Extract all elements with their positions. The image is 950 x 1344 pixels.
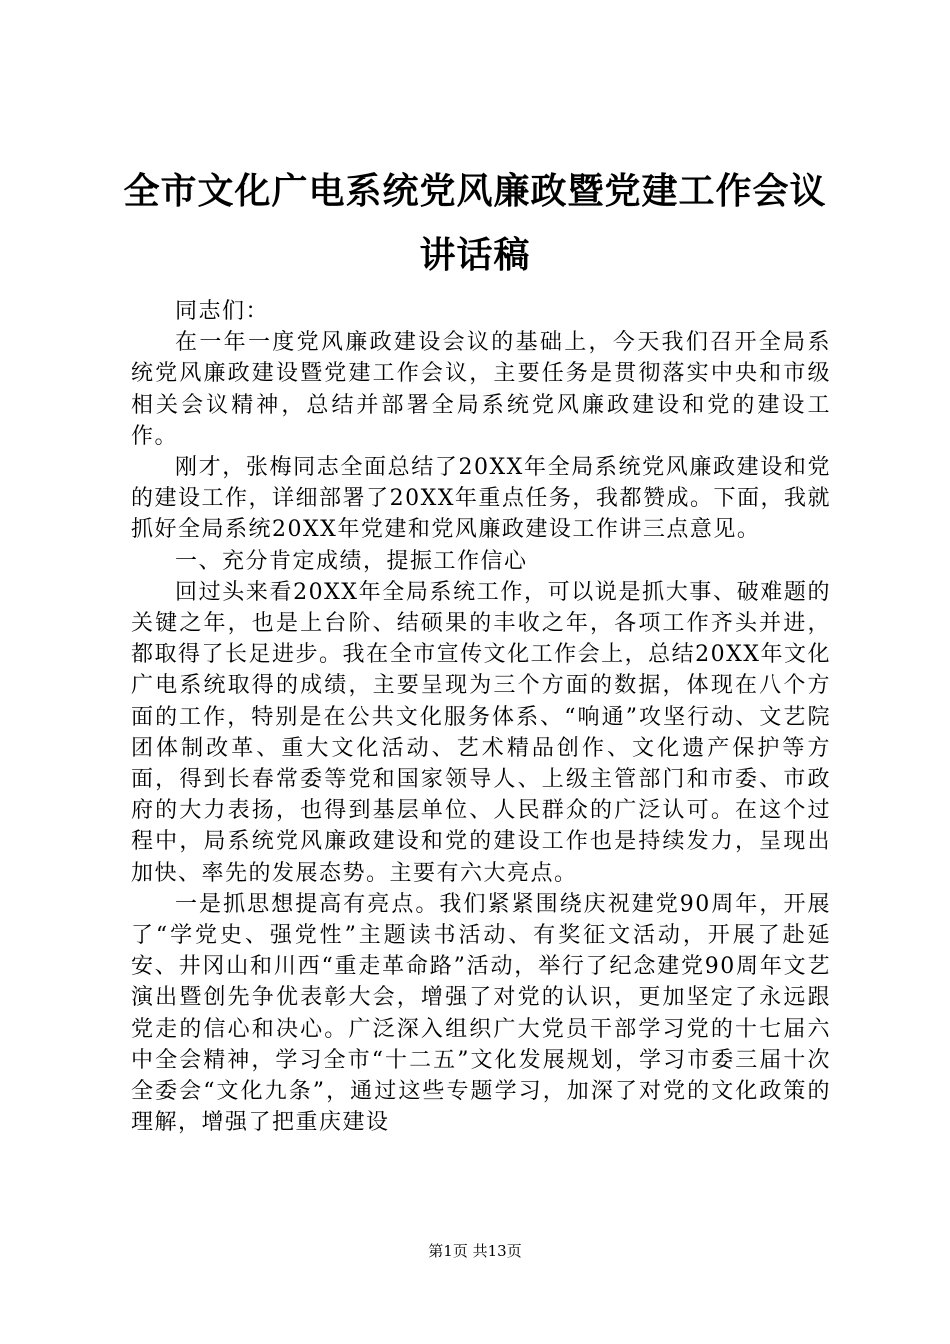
paragraph-intro: 在一年一度党风廉政建设会议的基础上，今天我们召开全局系统党风廉政建设暨党建工作会议，主要任务是贯彻落实中央和市级相关会议精神，总结并部署全局系统党风廉政建设和党的建设工作。 <box>131 330 831 449</box>
document-body <box>131 296 831 1138</box>
paragraph-review: 回过头来看20XX年全局系统工作，可以说是抓大事、破难题的关键之年，也是上台阶、结硕果的丰收之年，各项工作齐头并进，都取得了长足进步。我在全市宣传文化工作会上，总结20XX年文化广电系统取得的成绩，主要呈现为三个方面的数据，体现在八个方面的工作，特别是在公共文化服务体系、“响通”攻坚行动、文艺院团体制改革、重大文化活动、艺术精品创作、文化遗产保护等方面，得到长春常委等党和国家领导人、上级主管部门和市委、市政府的大力表扬，也得到基层单位、人民群众的广泛认可。在这个过程中，局系统党风廉政建设和党的建设工作也是持续发力，呈现出加快、率先的发展态势。主要有六大亮点。 <box>131 579 831 886</box>
document-title: 全市文化广电系统党风廉政暨党建工作会议讲话稿 <box>123 171 827 276</box>
section-heading-1: 一、充分肯定成绩，提振工作信心 <box>175 548 528 574</box>
paragraph-greeting: 同志们： <box>175 299 270 324</box>
paragraph-summary: 刚才，张梅同志全面总结了20XX年全局系统党风廉政建设和党的建设工作，详细部署了20XX年重点任务，我都赞成。下面，我就抓好全局系统20XX年党建和党风廉政建设工作讲三点意见。 <box>131 455 831 543</box>
page-number-footer: 第1页 共13页 <box>428 1242 522 1260</box>
paragraph-highlight-1: 一是抓思想提高有亮点。我们紧紧围绕庆祝建党90周年，开展了“学党史、强党性”主题读书活动、有奖征文活动，开展了赴延安、井冈山和川西“重走革命路”活动，举行了纪念建党90周年文艺演出暨创先争优表彰大会，增强了对党的认识，更加坚定了永远跟党走的信心和决心。广泛深入组织广大党员干部学习党的十七届六中全会精神，学习全市“十二五”文化发展规划，学习市委三届十次全委会“文化九条”，通过这些专题学习，加深了对党的文化政策的理解，增强了把重庆建设 <box>131 891 831 1136</box>
